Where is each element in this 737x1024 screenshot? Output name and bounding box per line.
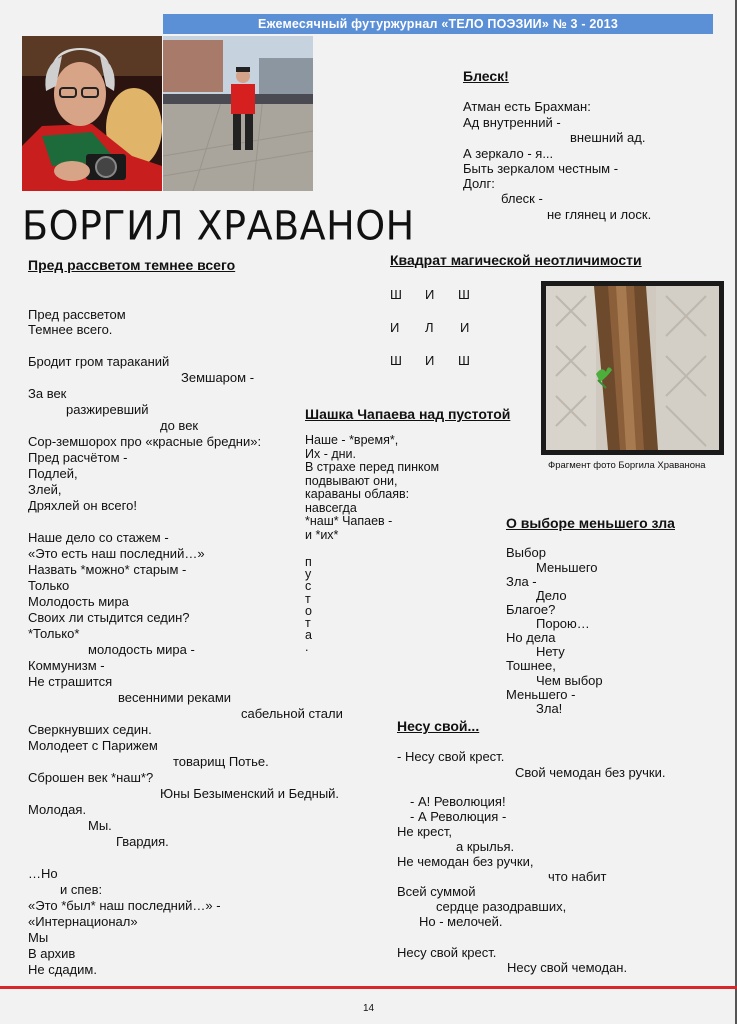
grid-cell: И (390, 320, 400, 335)
poem-line: Не чемодан без ручки, (397, 854, 534, 869)
poem-line: Назвать *можно* старым - (28, 562, 187, 577)
poem-line: Меньшего - (506, 687, 576, 702)
poem-line: Мы (28, 930, 49, 945)
poem-line: сабельной стали (241, 706, 343, 721)
poem-line: Злей, (28, 482, 62, 497)
poem-line: Не сдадим. (28, 962, 97, 977)
poem-line: Пред расчётом - (28, 450, 128, 465)
poem-title-kvadrat: Квадрат магической неотличимости (390, 252, 642, 268)
poem-line: Дряхлей он всего! (28, 498, 137, 513)
page-number: 14 (362, 1003, 375, 1014)
poem-line: …Но (28, 866, 58, 881)
poem-line: *Только* (28, 626, 80, 641)
poem-line: до век (160, 418, 199, 433)
vertical-letter: у (305, 567, 312, 582)
poem-line: В страхе перед пинком (305, 460, 440, 474)
poem-line: Сор-земшорох про «красные бредни»: (28, 434, 262, 449)
grid-cell: Л (425, 320, 434, 335)
poem-line: А зеркало - я... (463, 146, 554, 161)
poem-line: Молодость мира (28, 594, 129, 609)
poem-line: Своих ли стыдится седин? (28, 610, 190, 625)
poem-line: навсегда (305, 500, 357, 515)
poem-line: товарищ Потье. (173, 754, 269, 769)
poem-line: Подлей, (28, 466, 78, 481)
vertical-letter: о (305, 603, 312, 618)
poem-line: Нету (536, 644, 565, 659)
photo-caption: Фрагмент фото Боргила Храванона (548, 460, 706, 471)
poem-line: Мы. (88, 818, 112, 833)
poem-line: и *их* (305, 527, 339, 542)
poem-line: Наше дело со стажем - (28, 530, 169, 545)
poem-line: Ад внутренний - (463, 115, 561, 130)
poem-line: «Это *был* наш последний…» - (28, 898, 221, 913)
poem-line: подвывают они, (305, 473, 398, 488)
poem-line: Выбор (506, 545, 546, 560)
poem-line: Дело (536, 588, 567, 603)
author-name: БОРГИЛ ХРАВАНОН (22, 202, 415, 250)
poem-line: Молодая. (28, 802, 87, 817)
poem-line: Благое? (506, 602, 556, 617)
poem-line: Всей суммой (397, 884, 476, 899)
poem-line: что набит (548, 869, 607, 884)
poem-title-shashka: Шашка Чапаева над пустотой (305, 406, 511, 422)
grid-cell: Ш (458, 353, 470, 368)
grid-cell: И (460, 320, 470, 335)
poem-line: Но дела (506, 630, 556, 645)
poem-title-blesk: Блеск! (463, 68, 509, 84)
poem-line: Пред рассветом (28, 307, 126, 322)
poem-line: Атман есть Брахман: (463, 99, 591, 114)
poem-line: молодость мира - (88, 642, 195, 657)
poem-line: Юны Безыменский и Бедный. (160, 786, 340, 801)
poem-line: Меньшего (536, 560, 598, 575)
poem-line: Свой чемодан без ручки. (515, 765, 666, 780)
grid-cell: И (425, 353, 435, 368)
poem-line: - А Революция - (410, 809, 507, 824)
poem-line: «Это есть наш последний…» (28, 546, 205, 561)
poem-line: Молодеет с Парижем (28, 738, 158, 753)
poem-line: Только (28, 578, 70, 593)
poem-line: В архив (28, 946, 76, 961)
poem-line: блеск - (501, 191, 543, 206)
poem-line: Зла! (536, 701, 563, 716)
poem-line: Не страшится (28, 674, 113, 689)
vertical-word-pustota (305, 556, 317, 654)
poem-line: Сверкнувших седин. (28, 722, 152, 737)
poem-line: Их - дни. (305, 446, 356, 461)
poem-line: Не крест, (397, 824, 453, 839)
vertical-letter: а (305, 628, 312, 643)
poem-line: Порою… (536, 616, 590, 631)
journal-header: Ежемесячный футуржурнал «ТЕЛО ПОЭЗИИ» № 3 - 2013 (163, 14, 713, 34)
poem-line: «Интернационал» (28, 914, 138, 929)
poem-line: разжиревший (66, 402, 149, 417)
vertical-letter: . (305, 640, 309, 655)
poem-line: Земшаром - (181, 370, 255, 385)
poem-line: Наше - *время*, (305, 433, 399, 447)
poem-line: Несу свой крест. (397, 945, 497, 960)
poem-line: *наш* Чапаев - (305, 514, 393, 528)
poem-line: Гвардия. (116, 834, 169, 849)
poem-line: внешний ад. (570, 130, 646, 145)
poem-line: Коммунизм - (28, 658, 105, 673)
poem-line: и спев: (60, 882, 103, 897)
poem-line: Сброшен век *наш*? (28, 770, 154, 785)
vertical-letter: т (305, 591, 311, 606)
poem-line: Чем выбор (536, 673, 603, 688)
poem-title-nesu: Несу свой... (397, 718, 480, 734)
poem-title-vybor: О выборе меньшего зла (506, 515, 675, 531)
poem-line: За век (28, 386, 67, 401)
grid-cell: Ш (458, 287, 470, 302)
square-photo (163, 36, 313, 191)
poem-line: Несу свой чемодан. (507, 960, 628, 975)
vertical-letter: п (305, 555, 312, 569)
poem-line: Темнее всего. (28, 322, 113, 337)
poem-line: Бродит гром тараканий (28, 354, 170, 369)
rail-fragment-photo (541, 281, 724, 455)
poem-line: а крылья. (456, 839, 515, 854)
grid-cell: Ш (390, 287, 402, 302)
poem-line: Но - мелочей. (419, 914, 503, 929)
poem-line: - Несу свой крест. (397, 749, 505, 764)
vertical-letter: т (305, 616, 311, 631)
author-portrait-photo (22, 36, 162, 191)
poem-line: Зла - (506, 574, 537, 589)
poem-line: не глянец и лоск. (547, 207, 652, 222)
poem-title-pred-rassvetom: Пред рассветом темнее всего (28, 257, 236, 273)
poem-line: сердце разодравших, (436, 899, 567, 914)
poem-line: весенними реками (118, 690, 232, 705)
poem-line: Быть зеркалом честным - (463, 161, 619, 176)
grid-cell: И (425, 287, 435, 302)
poem-line: караваны облаяв: (305, 487, 410, 501)
grid-cell: Ш (390, 353, 402, 368)
footer-divider (0, 986, 737, 989)
poem-line: Долг: (463, 176, 495, 191)
poem-line: - А! Революция! (410, 794, 506, 809)
poem-line: Тошнее, (506, 658, 556, 673)
vertical-letter: с (305, 579, 312, 594)
